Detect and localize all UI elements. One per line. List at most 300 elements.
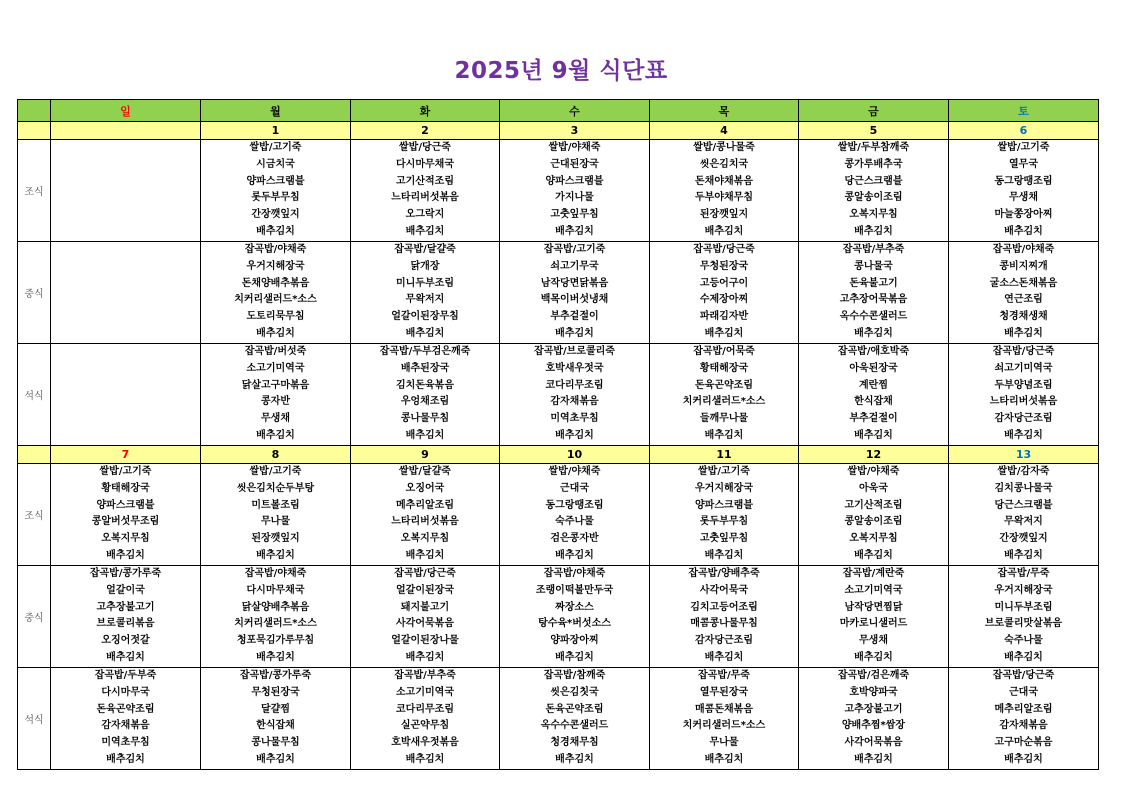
menu-item: 배추김치 xyxy=(854,327,893,339)
menu-item: 양파스크램블 xyxy=(96,499,155,511)
menu-item: 배추김치 xyxy=(405,327,445,339)
menu-cell xyxy=(500,242,650,344)
menu-item: 메추리알조림 xyxy=(994,703,1053,715)
menu-item: 부추겉절이 xyxy=(550,311,599,323)
menu-cell xyxy=(351,344,500,446)
menu-item: 쌀밥/감자죽 xyxy=(997,466,1050,477)
menu-item: 양파스크램블 xyxy=(695,499,753,511)
menu-item: 김치고등어조림 xyxy=(690,601,758,613)
menu-cell xyxy=(51,344,201,446)
date-cell: 11 xyxy=(650,446,799,464)
menu-item: 배추김치 xyxy=(854,651,893,663)
menu-item: 고기산적조림 xyxy=(396,175,454,187)
menu-item: 백목이버섯냉채 xyxy=(540,294,609,306)
menu-item: 콩나물무침 xyxy=(251,737,300,749)
weekday-header-row xyxy=(18,100,1099,122)
menu-item: 코다리무조림 xyxy=(545,379,604,391)
menu-cell xyxy=(650,566,799,668)
menu-item: 배추김치 xyxy=(704,651,744,663)
date-cell: 13 xyxy=(949,446,1099,464)
menu-item: 근대된장국 xyxy=(550,158,599,170)
menu-item: 잡곡밥/당근죽 xyxy=(394,568,456,579)
menu-item: 잡곡밥/달걀죽 xyxy=(394,244,456,255)
menu-item: 김치콩나물국 xyxy=(994,482,1053,494)
menu-item: 잡곡밥/콩가루죽 xyxy=(89,568,162,579)
date-row xyxy=(18,446,1099,464)
menu-item: 쇠고기무국 xyxy=(550,260,599,272)
menu-item: 얼갈이된장나물 xyxy=(391,635,459,647)
menu-item: 고추장불고기 xyxy=(844,703,903,715)
menu-item: 잡곡밥/무죽 xyxy=(698,670,750,681)
menu-item: 두부야채무침 xyxy=(695,192,753,204)
menu-item: 남작당면찜닭 xyxy=(844,601,903,613)
menu-cell xyxy=(949,344,1099,446)
menu-cell xyxy=(500,668,650,770)
menu-item: 달걀찜 xyxy=(261,703,290,715)
menu-item: 아욱국 xyxy=(859,482,888,494)
menu-item: 청포묵김가루무침 xyxy=(236,635,315,647)
menu-item: 잡곡밥/검은깨죽 xyxy=(837,670,910,681)
menu-item: 배추김치 xyxy=(555,429,594,441)
menu-item: 배추김치 xyxy=(256,429,295,441)
date-cell xyxy=(51,122,201,140)
page-title: 2025년 9월 식단표 xyxy=(454,58,668,84)
menu-item: 잡곡밥/계란죽 xyxy=(842,568,905,579)
menu-item: 닭살양배추볶음 xyxy=(241,601,310,613)
menu-item: 배추김치 xyxy=(704,327,744,339)
menu-item: 씻은김치순두부탕 xyxy=(236,482,315,494)
menu-cell xyxy=(650,242,799,344)
menu-item: 배추김치 xyxy=(555,753,594,765)
menu-item: 오복지무침 xyxy=(849,533,898,545)
menu-item: 쌀밥/콩나물죽 xyxy=(693,142,755,153)
date-cell: 7 xyxy=(51,446,201,464)
menu-item: 양파스크램블 xyxy=(246,175,305,187)
date-row-corner xyxy=(18,446,51,464)
menu-item: 배추김치 xyxy=(704,753,744,765)
menu-item: 콩알버섯무조림 xyxy=(91,516,160,528)
menu-item: 다시마무채국 xyxy=(246,584,305,596)
menu-cell xyxy=(351,140,500,242)
menu-item: 잡곡밥/두부죽 xyxy=(94,670,157,681)
menu-item: 시금치국 xyxy=(256,158,295,170)
menu-item: 배추김치 xyxy=(405,225,445,237)
menu-item: 배추김치 xyxy=(405,429,445,441)
menu-item: 잡곡밥/두부검은깨죽 xyxy=(379,346,471,357)
menu-item: 고춧잎무침 xyxy=(699,533,749,545)
menu-item: 코다리무조림 xyxy=(396,703,454,715)
menu-cell xyxy=(351,566,500,668)
meal-label: 조식 xyxy=(18,464,51,566)
menu-item: 옥수수콘샐러드 xyxy=(839,311,908,323)
meal-label: 중식 xyxy=(18,242,51,344)
menu-item: 다시마무국 xyxy=(101,686,150,698)
menu-item: 잡곡밥/야채죽 xyxy=(543,568,606,579)
menu-item: 잡곡밥/브로콜리죽 xyxy=(534,346,615,357)
menu-item: 배추김치 xyxy=(405,651,445,663)
menu-item: 잡곡밥/야채죽 xyxy=(244,244,307,255)
menu-item: 콩나물국 xyxy=(854,260,893,272)
menu-item: 황태해장국 xyxy=(101,482,150,494)
menu-item: 고구마순볶음 xyxy=(994,737,1053,749)
menu-item: 배추김치 xyxy=(555,651,594,663)
header-corner xyxy=(18,100,51,122)
menu-item: 숙주나물 xyxy=(555,516,594,528)
menu-item: 느타리버섯볶음 xyxy=(391,192,459,204)
menu-item: 당근스크램블 xyxy=(994,499,1053,511)
menu-item: 무나물 xyxy=(709,737,739,749)
menu-item: 치커리샐러드*소스 xyxy=(234,294,317,306)
menu-item: 잡곡밥/부추죽 xyxy=(394,670,456,681)
menu-cell xyxy=(201,344,351,446)
menu-item: 마늘쫑장아찌 xyxy=(994,209,1053,221)
meal-row xyxy=(18,242,1099,344)
menu-item: 숙주나물 xyxy=(1004,635,1043,647)
menu-item: 콩자반 xyxy=(261,396,290,408)
menu-item: 잡곡밥/콩가루죽 xyxy=(239,670,312,681)
menu-item: 계란찜 xyxy=(859,379,888,391)
menu-cell xyxy=(51,140,201,242)
date-cell: 9 xyxy=(351,446,500,464)
menu-item: 배추김치 xyxy=(854,225,893,237)
menu-cell xyxy=(500,464,650,566)
menu-item: 배추김치 xyxy=(1004,429,1043,441)
date-cell: 5 xyxy=(799,122,949,140)
menu-item: 우거지해장국 xyxy=(246,260,305,272)
weekday-header: 토 xyxy=(949,100,1099,122)
menu-item: 미역초무침 xyxy=(550,413,599,425)
menu-item: 치커리샐러드*소스 xyxy=(682,396,766,408)
menu-item: 무생채 xyxy=(261,413,290,425)
menu-item: 간장깻잎지 xyxy=(999,533,1048,545)
menu-item: 콩알송이조림 xyxy=(844,516,903,528)
menu-item: 매콤돈채볶음 xyxy=(695,703,753,715)
menu-cell xyxy=(201,140,351,242)
menu-item: 황태해장국 xyxy=(699,362,749,374)
menu-item: 고추장어묵볶음 xyxy=(839,294,908,306)
menu-item: 파래김자반 xyxy=(699,311,749,323)
menu-item: 배추김치 xyxy=(256,549,295,561)
menu-table xyxy=(17,99,1099,770)
menu-cell xyxy=(799,668,949,770)
menu-item: 아욱된장국 xyxy=(849,362,898,374)
date-row xyxy=(18,122,1099,140)
date-row-corner xyxy=(18,122,51,140)
date-cell: 2 xyxy=(351,122,500,140)
menu-item: 미트볼조림 xyxy=(251,499,300,511)
menu-item: 브로콜리맛살볶음 xyxy=(984,618,1063,630)
menu-item: 남작당면닭볶음 xyxy=(540,277,609,289)
menu-item: 잡곡밥/애호박죽 xyxy=(837,346,910,357)
menu-item: 청경채무침 xyxy=(550,737,599,749)
menu-item: 감자채볶음 xyxy=(550,396,599,408)
weekday-header: 월 xyxy=(201,100,351,122)
date-cell: 6 xyxy=(949,122,1099,140)
menu-item: 배추된장국 xyxy=(400,362,450,374)
date-cell: 10 xyxy=(500,446,650,464)
menu-item: 다시마무채국 xyxy=(396,158,454,170)
menu-item: 고추장불고기 xyxy=(96,601,155,613)
weekday-header: 목 xyxy=(650,100,799,122)
menu-item: 간장깻잎지 xyxy=(251,209,300,221)
menu-item: 돈육곤약조림 xyxy=(695,379,753,391)
menu-item: 닭살고구마볶음 xyxy=(241,379,310,391)
date-cell: 4 xyxy=(650,122,799,140)
menu-item: 브로콜리볶음 xyxy=(96,618,155,630)
menu-item: 잡곡밥/버섯죽 xyxy=(244,346,307,357)
menu-cell xyxy=(500,140,650,242)
weekday-header: 화 xyxy=(351,100,500,122)
menu-item: 돈육곤약조림 xyxy=(545,703,604,715)
menu-cell xyxy=(51,566,201,668)
menu-item: 치커리샐러드*소스 xyxy=(234,618,317,630)
date-cell: 3 xyxy=(500,122,650,140)
menu-item: 돈채야채볶음 xyxy=(695,175,753,187)
menu-item: 얼갈이된장국 xyxy=(396,584,454,596)
menu-item: 연근조림 xyxy=(1004,294,1043,306)
menu-item: 잡곡밥/부추죽 xyxy=(842,244,905,255)
menu-item: 얼갈이된장무침 xyxy=(391,311,459,323)
menu-item: 배추김치 xyxy=(106,549,145,561)
menu-item: 배추김치 xyxy=(704,429,744,441)
menu-item: 잡곡밥/참깨죽 xyxy=(543,670,606,681)
menu-item: 배추김치 xyxy=(1004,753,1043,765)
menu-cell xyxy=(51,464,201,566)
menu-cell xyxy=(650,344,799,446)
meal-label: 중식 xyxy=(18,566,51,668)
menu-item: 근대국 xyxy=(560,482,589,494)
menu-item: 배추김치 xyxy=(405,753,445,765)
menu-cell xyxy=(949,668,1099,770)
menu-item: 쌀밥/야채죽 xyxy=(847,466,900,477)
menu-item: 배추김치 xyxy=(1004,549,1043,561)
menu-item: 잡곡밥/고기죽 xyxy=(543,244,606,255)
menu-item: 배추김치 xyxy=(555,549,594,561)
menu-item: 도토리묵무침 xyxy=(246,311,305,323)
menu-item: 동그랑땡조림 xyxy=(994,175,1053,187)
meal-label: 조식 xyxy=(18,140,51,242)
menu-item: 배추김치 xyxy=(854,429,893,441)
menu-item: 콩나물무침 xyxy=(400,413,450,425)
menu-item: 실곤약무침 xyxy=(400,720,450,732)
menu-cell xyxy=(351,464,500,566)
menu-item: 근대국 xyxy=(1009,686,1038,698)
menu-item: 콩가루배추국 xyxy=(844,158,903,170)
menu-item: 무왁저지 xyxy=(1004,516,1043,528)
menu-item: 느타리버섯볶음 xyxy=(391,516,459,528)
menu-item: 메추리알조림 xyxy=(396,499,454,511)
menu-item: 쌀밥/고기죽 xyxy=(249,466,302,477)
menu-cell xyxy=(201,668,351,770)
menu-item: 오복지무침 xyxy=(101,533,150,545)
menu-item: 잡곡밥/무죽 xyxy=(997,568,1050,579)
menu-item: 무나물 xyxy=(261,516,290,528)
meal-label: 석식 xyxy=(18,668,51,770)
menu-item: 배추김치 xyxy=(256,225,295,237)
menu-item: 탕수육*버섯소스 xyxy=(538,618,611,630)
menu-item: 잡곡밥/당근죽 xyxy=(992,670,1055,681)
menu-cell xyxy=(650,464,799,566)
menu-item: 배추김치 xyxy=(1004,327,1043,339)
menu-cell xyxy=(201,242,351,344)
menu-item: 감자채볶음 xyxy=(999,720,1048,732)
menu-cell xyxy=(949,464,1099,566)
menu-item: 청경채생채 xyxy=(999,311,1048,323)
menu-item: 잡곡밥/어묵죽 xyxy=(693,346,755,357)
menu-item: 굴소스돈채볶음 xyxy=(989,277,1058,289)
menu-item: 오복지무침 xyxy=(849,209,898,221)
menu-item: 쇠고기미역국 xyxy=(994,362,1053,374)
menu-item: 사각어묵볶음 xyxy=(396,618,454,630)
date-cell: 8 xyxy=(201,446,351,464)
meal-row xyxy=(18,566,1099,668)
menu-item: 검은콩자반 xyxy=(550,533,599,545)
menu-item: 배추김치 xyxy=(1004,651,1043,663)
menu-item: 호박양파국 xyxy=(849,686,898,698)
menu-cell xyxy=(650,140,799,242)
menu-cell xyxy=(650,668,799,770)
menu-item: 들깨무나물 xyxy=(699,413,749,425)
menu-item: 고춧잎무침 xyxy=(550,209,599,221)
menu-item: 사각어묵볶음 xyxy=(844,737,903,749)
menu-item: 배추김치 xyxy=(555,327,594,339)
menu-item: 배추김치 xyxy=(256,753,295,765)
menu-item: 쌀밥/고기죽 xyxy=(997,142,1050,153)
menu-item: 사각어묵국 xyxy=(699,584,749,596)
menu-item: 느타리버섯볶음 xyxy=(989,396,1058,408)
menu-item: 고등어구이 xyxy=(699,277,749,289)
menu-cell xyxy=(201,566,351,668)
menu-item: 배추김치 xyxy=(256,651,295,663)
menu-item: 양배추찜*쌈장 xyxy=(841,720,906,732)
menu-item: 씻은김치국 xyxy=(699,158,749,170)
menu-item: 무생채 xyxy=(859,635,888,647)
menu-item: 고기산적조림 xyxy=(844,499,903,511)
menu-item: 감자당근조림 xyxy=(695,635,753,647)
menu-item: 오그락지 xyxy=(405,209,445,221)
menu-item: 짜장소스 xyxy=(555,601,594,613)
menu-item: 배추김치 xyxy=(405,549,445,561)
menu-cell xyxy=(500,344,650,446)
menu-item: 수제장아찌 xyxy=(699,294,749,306)
menu-cell xyxy=(949,566,1099,668)
menu-item: 롯두부무침 xyxy=(251,192,300,204)
date-cell: 1 xyxy=(201,122,351,140)
menu-item: 무왁저지 xyxy=(405,294,445,306)
menu-item: 조랭이떡볼만두국 xyxy=(535,584,614,596)
menu-item: 잡곡밥/당근죽 xyxy=(693,244,755,255)
menu-item: 무생채 xyxy=(1009,192,1038,204)
menu-item: 배추김치 xyxy=(106,753,145,765)
menu-cell xyxy=(500,566,650,668)
menu-item: 돈육불고기 xyxy=(849,277,898,289)
menu-item: 우거지해장국 xyxy=(695,482,753,494)
menu-item: 콩비지찌개 xyxy=(999,260,1048,272)
menu-item: 오복지무침 xyxy=(400,533,450,545)
menu-item: 쌀밥/당근죽 xyxy=(399,142,451,153)
menu-item: 잡곡밥/양배추죽 xyxy=(688,568,760,579)
menu-item: 김치돈육볶음 xyxy=(396,379,454,391)
menu-cell xyxy=(51,668,201,770)
menu-item: 소고기미역국 xyxy=(396,686,454,698)
menu-item: 우엉채조림 xyxy=(400,396,450,408)
menu-item: 쌀밥/두부참깨죽 xyxy=(837,142,910,153)
menu-item: 동그랑땡조림 xyxy=(545,499,604,511)
menu-item: 잡곡밥/야채죽 xyxy=(244,568,307,579)
meal-label: 석식 xyxy=(18,344,51,446)
menu-cell xyxy=(799,344,949,446)
menu-item: 쌀밥/달걀죽 xyxy=(399,466,451,477)
menu-item: 롯두부무침 xyxy=(699,516,749,528)
menu-item: 양파스크램블 xyxy=(545,175,604,187)
menu-item: 감자당근조림 xyxy=(994,413,1053,425)
menu-item: 우거지해장국 xyxy=(994,584,1053,596)
menu-item: 된장깻잎지 xyxy=(699,209,749,221)
menu-cell xyxy=(799,140,949,242)
menu-item: 쌀밥/고기죽 xyxy=(99,466,152,477)
menu-item: 열무국 xyxy=(1009,158,1038,170)
menu-cell xyxy=(799,566,949,668)
menu-item: 돼지불고기 xyxy=(400,601,450,613)
menu-item: 돈채양배추볶음 xyxy=(241,277,310,289)
date-cell: 12 xyxy=(799,446,949,464)
menu-item: 된장깻잎지 xyxy=(251,533,300,545)
meal-row xyxy=(18,344,1099,446)
menu-item: 가지나물 xyxy=(555,192,594,204)
menu-item: 호박새우젓국 xyxy=(545,362,604,374)
menu-item: 한식잡채 xyxy=(854,396,893,408)
menu-cell xyxy=(799,464,949,566)
menu-item: 배추김치 xyxy=(256,327,295,339)
menu-item: 쌀밥/야채죽 xyxy=(548,466,601,477)
menu-item: 매콤콩나물무침 xyxy=(690,618,758,630)
menu-item: 배추김치 xyxy=(854,549,893,561)
menu-item: 배추김치 xyxy=(106,651,145,663)
menu-cell xyxy=(949,140,1099,242)
meal-row xyxy=(18,668,1099,770)
meal-row xyxy=(18,140,1099,242)
menu-item: 얼갈이국 xyxy=(106,584,145,596)
menu-item: 배추김치 xyxy=(854,753,893,765)
menu-cell xyxy=(799,242,949,344)
menu-item: 옥수수콘샐러드 xyxy=(540,720,609,732)
menu-item: 콩알송이조림 xyxy=(844,192,903,204)
menu-item: 닭개장 xyxy=(410,260,440,272)
menu-cell xyxy=(351,668,500,770)
weekday-header: 일 xyxy=(51,100,201,122)
menu-item: 소고기미역국 xyxy=(246,362,305,374)
menu-item: 두부양념조림 xyxy=(994,379,1053,391)
menu-cell xyxy=(949,242,1099,344)
menu-cell xyxy=(201,464,351,566)
menu-item: 돈육곤약조림 xyxy=(96,703,155,715)
menu-item: 쌀밥/고기죽 xyxy=(698,466,750,477)
menu-item: 잡곡밥/야채죽 xyxy=(992,244,1055,255)
menu-item: 배추김치 xyxy=(704,549,744,561)
menu-item: 무청된장국 xyxy=(251,686,300,698)
menu-item: 소고기미역국 xyxy=(844,584,903,596)
menu-item: 미니두부조림 xyxy=(396,277,454,289)
menu-item: 부추겉절이 xyxy=(849,413,898,425)
menu-item: 미니두부조림 xyxy=(994,601,1053,613)
menu-item: 미역초무침 xyxy=(101,737,150,749)
menu-item: 배추김치 xyxy=(704,225,744,237)
menu-item: 쌀밥/고기죽 xyxy=(249,142,302,153)
menu-item: 잡곡밥/당근죽 xyxy=(992,346,1055,357)
menu-item: 오징어국 xyxy=(405,482,445,494)
weekday-header: 수 xyxy=(500,100,650,122)
menu-item: 배추김치 xyxy=(1004,225,1043,237)
